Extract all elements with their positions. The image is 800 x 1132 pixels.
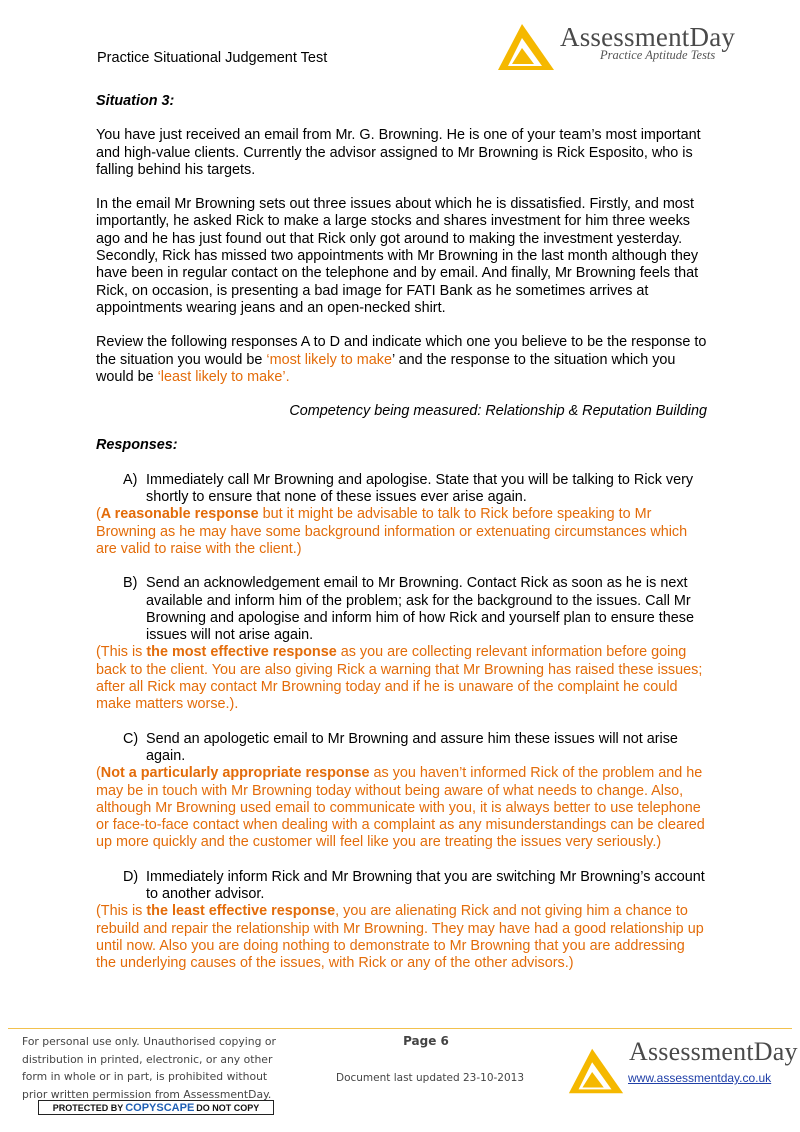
- copyscape-badge[interactable]: [38, 1100, 274, 1115]
- response-a-feedback-text: but it might be advisable to talk to Rick before speaking to Mr Browning as he may have some background information or extenuating circumstances which are valid to raise with the client.): [96, 506, 688, 557]
- situation-heading: Situation 3:: [96, 93, 175, 109]
- response-c-rating: Not a particularly appropriate response: [100, 765, 370, 782]
- header-logo: [494, 20, 754, 70]
- response-b-rating: the most effective response: [146, 644, 337, 661]
- assessmentday-logo-icon: [565, 1041, 627, 1099]
- footer-divider: [8, 1028, 792, 1029]
- response-a-letter: A): [123, 471, 138, 488]
- response-d-text: Immediately inform Rick and Mr Browning that you are switching Mr Browning’s account to another advisor.: [146, 868, 705, 902]
- response-d-rating: the least effective response: [146, 903, 336, 920]
- copyscape-brand: COPYSCAPE: [125, 1101, 195, 1114]
- response-d-feedback-open: (This is: [96, 903, 147, 920]
- situation-paragraph-2: In the email Mr Browning sets out three issues about which he is dissatisfied. Firstly, and most importantly, he asked Rick to make a large stocks and shares investment for him three weeks ago and he has just found out that Rick only got around to making the investment yesterday. Secondly, Rick has missed two appointments with Mr Browning in the last month although they have been in regular contact on the telephone and by email. And finally, Mr Browning feels that Rick, on occasion, is presenting a bad image for FATI Bank as he sometimes arrives at appointments wearing jeans and an open-necked shirt.: [96, 196, 699, 316]
- copyscape-suffix: DO NOT COPY: [196, 1102, 260, 1113]
- response-a: [96, 472, 707, 558]
- copyright-notice: For personal use only. Unauthorised copying or distribution in printed, electronic, or any other form in whole or in part, is prohibited without prior written permission from AssessmentDay.: [22, 1035, 276, 1101]
- response-a-rating: A reasonable response: [100, 506, 259, 523]
- response-c-letter: C): [123, 730, 139, 747]
- response-b-letter: B): [123, 575, 138, 592]
- competency-line: Competency being measured: Relationship & Reputation Building: [289, 403, 707, 420]
- response-a-feedback: [96, 506, 707, 558]
- document-title: Practice Situational Judgement Test: [97, 50, 328, 66]
- response-c-feedback-open: (: [96, 765, 101, 782]
- page-number: Page 6: [403, 1034, 449, 1048]
- website-link[interactable]: www.assessmentday.co.uk: [628, 1071, 772, 1085]
- footer-logo-name: AssessmentDay: [629, 1037, 798, 1066]
- most-likely-phrase: ‘most likely to make: [266, 351, 392, 368]
- copyscape-prefix: PROTECTED BY: [52, 1102, 124, 1113]
- last-updated: Document last updated 23-10-2013: [335, 1072, 525, 1084]
- response-d-letter: D): [123, 868, 139, 885]
- response-b-feedback-text: as you are collecting relevant information before going back to the client. You are also giving Rick a warning that Mr Browning has raised these issues; after all Rick may contact Mr Browning today and if he is unaware of the complaint he could make matters worse.).: [96, 644, 703, 713]
- response-b-text: Send an acknowledgement email to Mr Browning. Contact Rick as soon as he is next available and inform him of the problem; ask for the background to the issues. Call Mr Browning and apologise and inform him of how Rick and yourself plan to ensure these issues will not arise again.: [146, 575, 694, 644]
- logo-tagline: Practice Aptitude Tests: [600, 48, 716, 62]
- document-body: [96, 93, 707, 989]
- instructions-paragraph: [96, 334, 707, 386]
- response-b-feedback-open: (This is: [96, 644, 147, 661]
- response-d-feedback-text: , you are alienating Rick and not giving him a chance to rebuild and repair the relationship with Mr Browning. They may have had a good relationship up until now. Also you are doing nothing to demonstrate to Mr Browning that you are addressing the underlying causes of the issues, with Rick or any of the other advisors.): [96, 903, 704, 972]
- response-c-feedback: [96, 765, 707, 851]
- situation-paragraph-1: You have just received an email from Mr. G. Browning. He is one of your team’s most important and high-value clients. Currently the advisor assigned to Mr Browning is Rick Esposito, who is falling behind his targets.: [96, 127, 701, 178]
- footer-logo: [565, 1037, 798, 1097]
- response-c: [96, 731, 707, 852]
- response-d-feedback: [96, 903, 707, 972]
- assessmentday-logo-icon: [494, 20, 558, 72]
- response-b-feedback: [96, 644, 707, 713]
- least-likely-phrase: ‘least likely to make’.: [157, 368, 290, 385]
- response-b: [96, 575, 707, 713]
- response-a-feedback-open: (: [96, 506, 101, 523]
- instructions-text-2: ’ and the response to the situation which you would be: [96, 351, 676, 385]
- response-a-text: Immediately call Mr Browning and apologise. State that you will be talking to Rick very shortly to ensure that none of these issues ever arise again.: [146, 471, 694, 506]
- logo-name: AssessmentDay: [560, 22, 736, 52]
- response-d: [96, 869, 707, 973]
- response-c-text: Send an apologetic email to Mr Browning and assure him these issues will not arise again.: [146, 730, 678, 764]
- response-c-feedback-text: as you haven’t informed Rick of the problem and he may be in touch with Mr Browning today without being aware of what needs to change. Also, although Mr Browning used email to communicate with you, it is always better to use telephone or face-to-face contact when dealing with a complaint as any misunderstandings can be cleared up more quickly and the customer will feel like you are treating the issues very seriously.): [96, 765, 705, 851]
- instructions-text-1: Review the following responses A to D and indicate which one you believe to be the response to the situation you would be: [96, 334, 707, 368]
- responses-heading: Responses:: [96, 437, 178, 454]
